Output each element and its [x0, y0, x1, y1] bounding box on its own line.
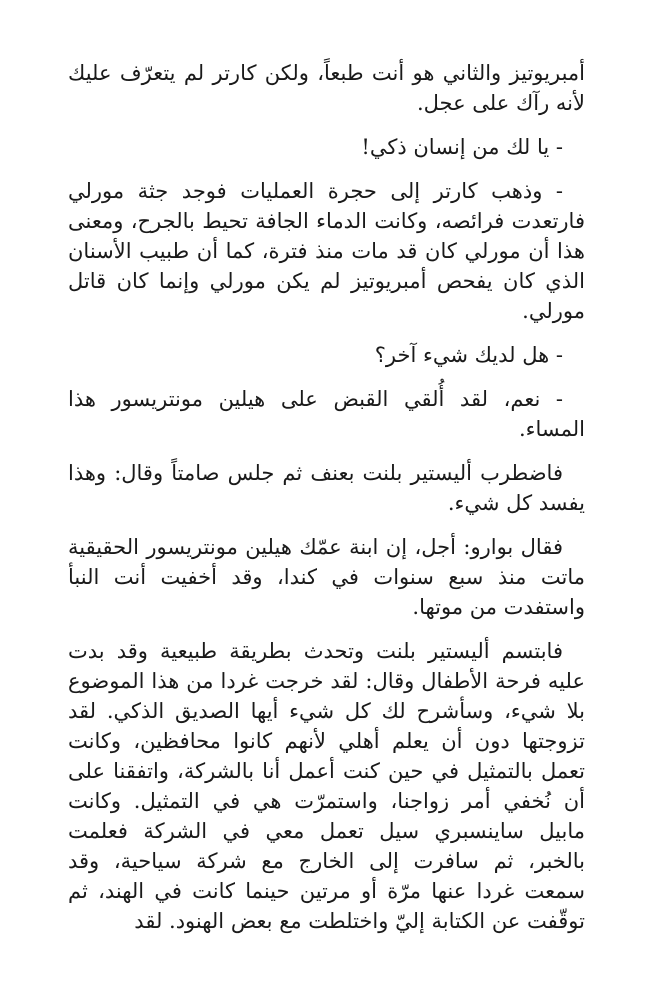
paragraph: - نعم، لقد أُلقي القبض على هيلين مونتريسور هذا المساء. — [68, 387, 585, 441]
book-page — [68, 58, 585, 950]
paragraph: فاضطرب أليستير بلنت بعنف ثم جلس صامتاً وقال: وهذا يفسد كل شيء. — [68, 461, 585, 515]
paragraph: فقال بوارو: أجل، إن ابنة عمّك هيلين مونتريسور الحقيقية ماتت منذ سبع سنوات في كندا، وقد أخفيت أنت النبأ واستفدت من موتها. — [68, 535, 585, 619]
paragraph: - هل لديك شيء آخر؟ — [374, 343, 563, 367]
paragraph: أمبريوتيز والثاني هو أنت طبعاً، ولكن كارتر لم يتعرّف عليك لأنه رآك على عجل. — [68, 61, 585, 115]
paragraph: فابتسم أليستير بلنت وتحدث بطريقة طبيعية وقد بدت عليه فرحة الأطفال وقال: لقد خرجت غردا من هذا الموضوع بلا شيء، وسأشرح لك كل شيء أيها الصديق الذكي. لقد تزوجتها دون أن يعلم أهلي لأنهم كانوا محافظين، وكانت تعمل بالتمثيل في حين كنت أعمل أنا بالشركة، واتفقنا على أن نُخفي أمر زواجنا، واستمرّت هي في التمثيل. وكانت مابيل ساينسبري سيل تعمل معي في الشركة فعلمت بالخبر، ثم سافرت إلى الخارج مع شركة سياحية، وقد سمعت غردا عنها مرّة أو مرتين حينما كانت في الهند، ثم توقّفت عن الكتابة إليّ واختلطت مع بعض الهنود. لقد — [68, 639, 585, 933]
paragraph: - يا لك من إنسان ذكي! — [361, 135, 563, 159]
paragraph: - وذهب كارتر إلى حجرة العمليات فوجد جثة مورلي فارتعدت فرائصه، وكانت الدماء الجافة تحيط بالجرح، ومعنى هذا أن مورلي كان قد مات منذ فترة، كما أن طبيب الأسنان الذي كان يفحص أمبريوتيز لم يكن مورلي وإنما كان قاتل مورلي. — [68, 179, 585, 323]
